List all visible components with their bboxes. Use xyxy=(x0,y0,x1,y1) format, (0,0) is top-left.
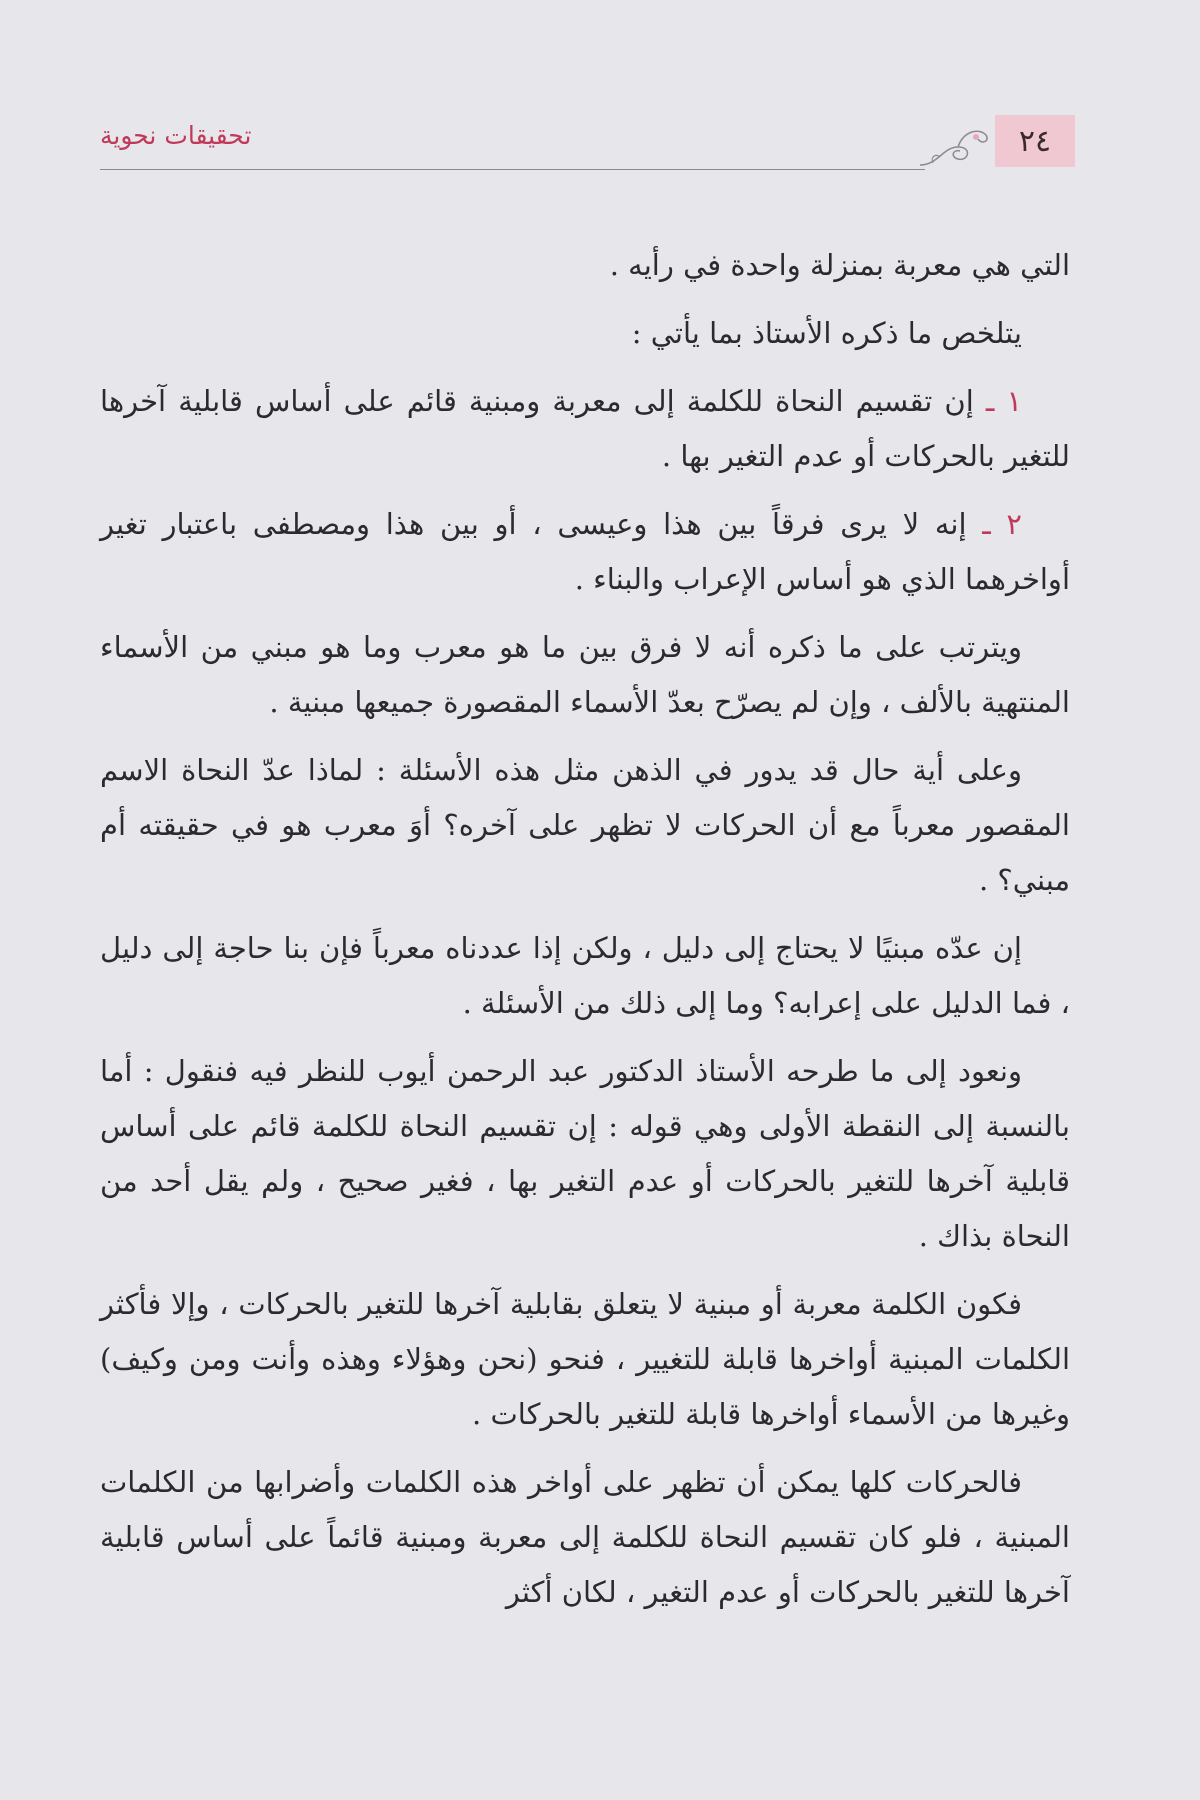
point-number: ١ ـ xyxy=(985,384,1023,418)
page-number: ٢٤ xyxy=(995,115,1075,167)
paragraph: ونعود إلى ما طرحه الأستاذ الدكتور عبد الرحمن أيوب للنظر فيه فنقول : أما بالنسبة إلى النقطة الأولى وهي قوله : إن تقسيم النحاة للكلمة قائم على أساس قابلية آخرها للتغير بالحركات أو عدم التغير بها ، فغير صحيح ، ولم يقل أحد من النحاة بذاك . xyxy=(100,1054,1070,1253)
paragraph: التي هي معربة بمنزلة واحدة في رأيه . xyxy=(609,248,1070,282)
header-divider xyxy=(100,169,925,170)
paragraph: فكون الكلمة معربة أو مبنية لا يتعلق بقابلية آخرها للتغير بالحركات ، وإلا فأكثر الكلمات المبنية أواخرها قابلة للتغيير ، فنحو (نحن وهؤلاء وهذه وأنت ومن وكيف) وغيرها من الأسماء أواخرها قابلة للتغير بالحركات . xyxy=(100,1287,1070,1431)
page-body xyxy=(100,238,1070,1633)
paragraph: ويترتب على ما ذكره أنه لا فرق بين ما هو معرب وما هو مبني من الأسماء المنتهية بالألف ، وإن لم يصرّح بعدّ الأسماء المقصورة جميعها مبنية . xyxy=(100,630,1070,719)
paragraph: فالحركات كلها يمكن أن تظهر على أواخر هذه الكلمات وأضرابها من الكلمات المبنية ، فلو كان تقسيم النحاة للكلمة إلى معربة ومبنية قائماً على أساس قابلية آخرها للتغير بالحركات أو عدم التغير ، لكان أكثر xyxy=(100,1465,1070,1609)
floral-ornament-icon xyxy=(918,117,993,169)
page-header xyxy=(100,115,1075,173)
point-number: ٢ ـ xyxy=(982,507,1022,541)
paragraph: إن عدّه مبنيًا لا يحتاج إلى دليل ، ولكن إذا عددناه معرباً فإن بنا حاجة إلى دليل ، فما الدليل على إعرابه؟ وما إلى ذلك من الأسئلة . xyxy=(100,931,1070,1020)
running-title: تحقيقات نحوية xyxy=(100,121,252,150)
paragraph: يتلخص ما ذكره الأستاذ بما يأتي : xyxy=(631,316,1022,350)
numbered-point-1: ١ ـ إن تقسيم النحاة للكلمة إلى معربة ومبنية قائم على أساس قابلية آخرها للتغير بالحركات أو عدم التغير بها . xyxy=(100,384,1070,473)
numbered-point-2: ٢ ـ إنه لا يرى فرقاً بين هذا وعيسى ، أو بين هذا ومصطفى باعتبار تغير أواخرهما الذي هو أساس الإعراب والبناء . xyxy=(100,507,1070,596)
paragraph: وعلى أية حال قد يدور في الذهن مثل هذه الأسئلة : لماذا عدّ النحاة الاسم المقصور معرباً مع أن الحركات لا تظهر على آخره؟ أوَ معرب هو في حقيقته أم مبني؟ . xyxy=(100,753,1070,897)
